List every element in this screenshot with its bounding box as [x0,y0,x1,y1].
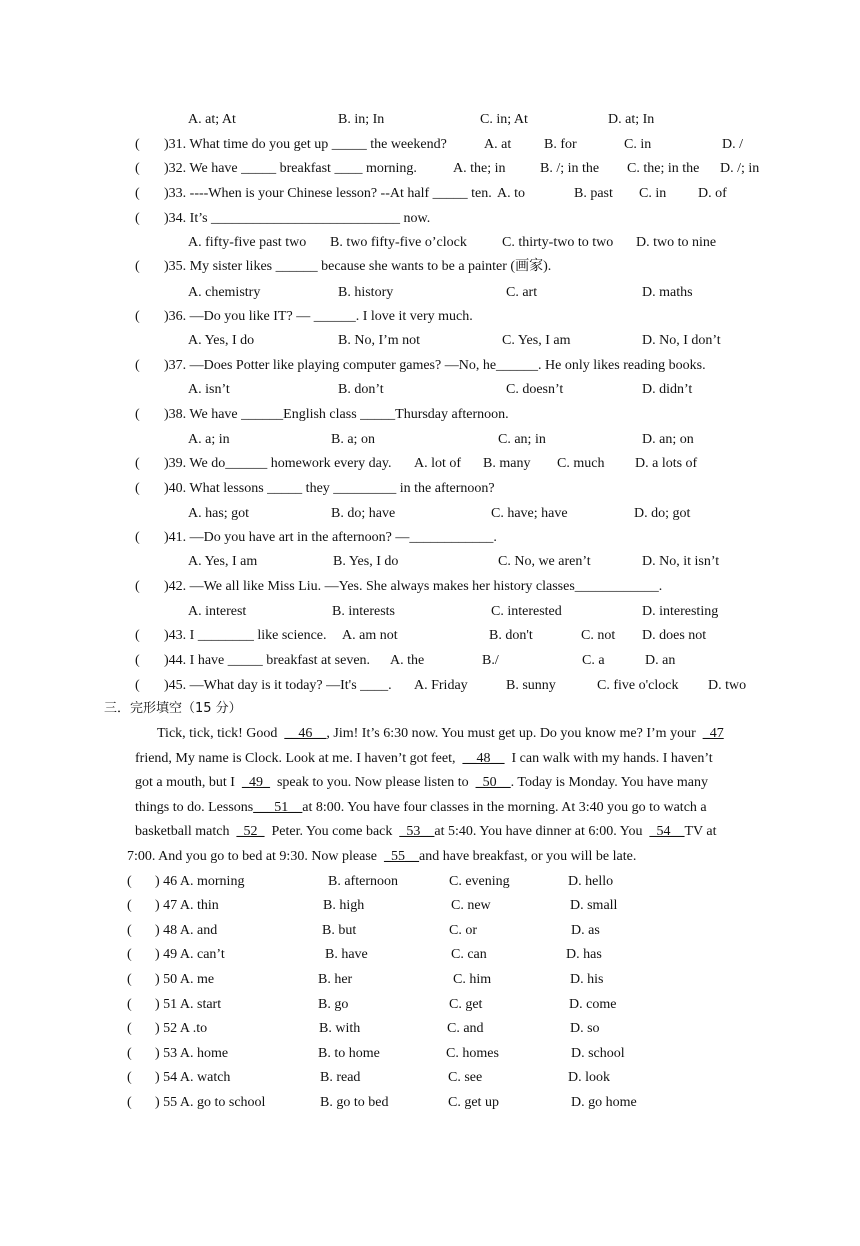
option-b: B. sunny [506,678,556,693]
option-a: A. has; got [188,506,250,521]
passage-text: basketball match [135,824,237,839]
answer-paren: ( [127,1070,132,1085]
option-c: C. get [449,997,483,1012]
option-a: A. Yes, I am [188,554,258,569]
option-c: C. or [449,923,477,938]
option-c: C. No, we aren’t [498,554,591,569]
option-a: A. the; in [453,161,506,176]
option-d: D. /; in [720,161,760,176]
question-stem: )31. What time do you get up _____ the weekend? [164,137,447,152]
answer-paren: ( [135,407,140,422]
option-b: B. a; on [331,432,375,447]
answer-paren: ( [135,309,140,324]
question-stem: )35. My sister likes ______ because she wants to be a painter (画家). [164,259,552,274]
answer-paren: ( [127,1046,132,1061]
answer-paren: ( [135,161,140,176]
cloze-47 [0,895,860,917]
blank-47: _47 [702,726,724,741]
question-39 [0,453,860,475]
option-d: D. look [568,1070,610,1085]
option-c: C. doesn’t [506,382,564,397]
passage-text: got a mouth, but I [135,775,242,790]
cloze-stem: ) 49 A. can’t [155,947,225,962]
question-38 [0,404,860,426]
question-35-options [0,282,860,304]
answer-paren: ( [135,653,140,668]
option-c: C. much [557,456,605,471]
question-38-options [0,429,860,451]
answer-paren: ( [127,923,132,938]
question-41-options [0,551,860,573]
question-44 [0,650,860,672]
question-34 [0,208,860,230]
question-stem: )39. We do______ homework every day. [164,456,392,471]
blank-55: _55__ [384,849,420,864]
option-a: A. am not [342,628,398,643]
cloze-46 [0,871,860,893]
answer-paren: ( [135,628,140,643]
question-stem: )42. —We all like Miss Liu. —Yes. She always makes her history classes____________. [164,579,663,594]
option-d: D. interesting [642,604,719,619]
answer-paren: ( [127,1021,132,1036]
passage-text: things to do. Lessons [135,800,254,815]
option-a: A. Yes, I do [188,333,255,348]
answer-paren: ( [127,874,132,889]
blank-53: _53__ [399,824,435,839]
answer-paren: ( [135,530,140,545]
cloze-54 [0,1067,860,1089]
option-a: A. at; At [188,112,236,127]
passage-line-6 [127,846,636,868]
passage-text: friend, My name is Clock. Look at me. I haven’t got feet, [135,751,463,766]
question-36-options [0,330,860,352]
option-d: D. an; on [642,432,694,447]
cloze-stem: ) 54 A. watch [155,1070,231,1085]
option-d: D. come [569,997,617,1012]
option-b: B. have [325,947,368,962]
cloze-55 [0,1092,860,1114]
cloze-stem: ) 50 A. me [155,972,215,987]
question-stem: )34. It’s ___________________________ now. [164,211,431,226]
cloze-stem: ) 55 A. go to school [155,1095,266,1110]
section-3-heading: 三．完形填空（15 分） [104,701,242,716]
option-d: D. do; got [634,506,691,521]
option-a: A. to [497,186,525,201]
option-c: C. art [506,285,538,300]
option-d: D. an [645,653,676,668]
option-d: D. his [570,972,604,987]
passage-text: speak to you. Now please listen to [269,775,476,790]
passage-text: Tick, tick, tick! Good [157,726,285,741]
option-b: B. interests [332,604,395,619]
option-d: D. maths [642,285,693,300]
question-40 [0,478,860,500]
option-c: C. get up [448,1095,499,1110]
question-stem: )37. —Does Potter like playing computer games? —No, he______. He only likes reading books. [164,358,706,373]
answer-paren: ( [135,358,140,373]
option-d: D. school [571,1046,625,1061]
option-a: A. chemistry [188,285,261,300]
option-c: C. five o'clock [597,678,679,693]
option-d: D. two [708,678,747,693]
option-c: C. Yes, I am [502,333,571,348]
question-45 [0,675,860,697]
passage-text: and have breakfast, or you will be late. [419,849,637,864]
question-40-options [0,503,860,525]
option-d: D. has [566,947,602,962]
option-b: B. /; in the [540,161,600,176]
option-b: B. high [323,898,365,913]
answer-paren: ( [135,137,140,152]
option-d: D. as [571,923,600,938]
blank-51: ___51__ [253,800,303,815]
option-c: C. see [448,1070,483,1085]
answer-paren: ( [135,678,140,693]
option-b: B. go to bed [320,1095,389,1110]
blank-49: _49_ [241,775,270,790]
option-d: D. / [722,137,743,152]
option-b: B. don't [489,628,533,643]
answer-paren: ( [135,259,140,274]
question-43 [0,625,860,647]
cloze-52 [0,1018,860,1040]
cloze-51 [0,994,860,1016]
option-c: C. in [624,137,652,152]
option-d: D. No, it isn’t [642,554,720,569]
option-b: B. go [318,997,349,1012]
option-c: C. and [447,1021,484,1036]
option-c: C. the; in the [627,161,700,176]
question-42-options [0,601,860,623]
option-c: C. evening [449,874,510,889]
option-c: C. thirty-two to two [502,235,614,250]
question-stem: )33. ----When is your Chinese lesson? --At half _____ ten. [164,186,492,201]
question-35 [0,256,860,278]
answer-paren: ( [127,972,132,987]
question-42 [0,576,860,598]
answer-paren: ( [135,481,140,496]
blank-48: __48__ [462,751,505,766]
option-d: D. go home [571,1095,637,1110]
option-c: C. a [582,653,605,668]
option-d: D. does not [642,628,707,643]
passage-text: , Jim! It’s 6:30 now. You must get up. Do you know me? I’m your [326,726,703,741]
option-d: D. hello [568,874,614,889]
option-a: A. interest [188,604,247,619]
blank-50: _50__ [475,775,511,790]
question-30-options [0,109,860,131]
option-b: B. history [338,285,394,300]
option-d: D. small [570,898,618,913]
passage-line-3 [135,772,708,794]
passage-text: at 5:40. You have dinner at 6:00. You [434,824,650,839]
cloze-49 [0,944,860,966]
option-d: D. so [570,1021,600,1036]
option-c: C. him [453,972,492,987]
question-stem: )36. —Do you like IT? — ______. I love it very much. [164,309,473,324]
passage-line-1 [157,723,724,745]
option-b: B. don’t [338,382,384,397]
passage-text: . Today is Monday. You have many [510,775,708,790]
option-d: D. a lots of [635,456,698,471]
option-a: A. a; in [188,432,230,447]
option-c: C. interested [491,604,562,619]
option-c: C. homes [446,1046,499,1061]
question-37-options [0,379,860,401]
option-d: D. two to nine [636,235,717,250]
option-b: B. No, I’m not [338,333,421,348]
option-a: A. at [484,137,512,152]
question-stem: )38. We have ______English class _____Thursday afternoon. [164,407,509,422]
question-34-options [0,232,860,254]
option-a: A. Friday [414,678,468,693]
question-32 [0,158,860,180]
option-b: B. in; In [338,112,385,127]
option-d: D. didn’t [642,382,693,397]
option-c: C. can [451,947,487,962]
answer-paren: ( [127,898,132,913]
passage-text: Peter. You come back [264,824,400,839]
option-d: D. No, I don’t [642,333,721,348]
cloze-stem: ) 46 A. morning [155,874,245,889]
option-c: C. in [639,186,667,201]
question-stem: )40. What lessons _____ they _________ in the afternoon? [164,481,495,496]
option-b: B. with [319,1021,361,1036]
passage-text: I can walk with my hands. I haven’t [504,751,713,766]
passage-text: TV at [684,824,717,839]
cloze-stem: ) 53 A. home [155,1046,229,1061]
answer-paren: ( [135,579,140,594]
option-b: B. read [320,1070,361,1085]
option-b: B. afternoon [328,874,398,889]
option-c: C. an; in [498,432,546,447]
question-41 [0,527,860,549]
passage-line-2 [135,748,713,770]
option-d: D. of [698,186,727,201]
answer-paren: ( [135,456,140,471]
question-36 [0,306,860,328]
passage-line-5 [135,821,716,843]
option-b: B. for [544,137,577,152]
option-b: B. past [574,186,613,201]
option-b: B. many [483,456,531,471]
option-a: A. lot of [414,456,462,471]
cloze-stem: ) 47 A. thin [155,898,219,913]
option-c: C. new [451,898,491,913]
passage-text: 7:00. And you go to bed at 9:30. Now please [127,849,385,864]
question-stem: )43. I ________ like science. [164,628,327,643]
option-c: C. not [581,628,616,643]
cloze-stem: ) 51 A. start [155,997,222,1012]
question-stem: )44. I have _____ breakfast at seven. [164,653,371,668]
answer-paren: ( [135,211,140,226]
blank-52: _52_ [236,824,265,839]
option-b: B. two fifty-five o’clock [330,235,467,250]
answer-paren: ( [127,1095,132,1110]
blank-46: __46__ [284,726,327,741]
option-b: B. Yes, I do [333,554,399,569]
option-b: B. do; have [331,506,396,521]
option-b: B. but [322,923,357,938]
option-c: C. have; have [491,506,568,521]
option-d: D. at; In [608,112,655,127]
question-31 [0,134,860,156]
passage-line-4 [135,797,707,819]
option-a: A. isn’t [188,382,230,397]
question-stem: )32. We have _____ breakfast ____ morning. [164,161,417,176]
question-stem: )45. —What day is it today? —It's ____. [164,678,392,693]
cloze-53 [0,1043,860,1065]
passage-text: at 8:00. You have four classes in the morning. At 3:40 you go to watch a [302,800,707,815]
answer-paren: ( [135,186,140,201]
cloze-stem: ) 48 A. and [155,923,218,938]
answer-paren: ( [127,997,132,1012]
option-a: A. fifty-five past two [188,235,307,250]
answer-paren: ( [127,947,132,962]
option-a: A. the [390,653,425,668]
option-b: B. her [318,972,353,987]
cloze-stem: ) 52 A .to [155,1021,208,1036]
cloze-48 [0,920,860,942]
blank-54: _54__ [649,824,685,839]
question-33 [0,183,860,205]
cloze-50 [0,969,860,991]
question-37 [0,355,860,377]
option-b: B./ [482,653,499,668]
option-b: B. to home [318,1046,380,1061]
option-c: C. in; At [480,112,528,127]
question-stem: )41. —Do you have art in the afternoon? —____________. [164,530,497,545]
